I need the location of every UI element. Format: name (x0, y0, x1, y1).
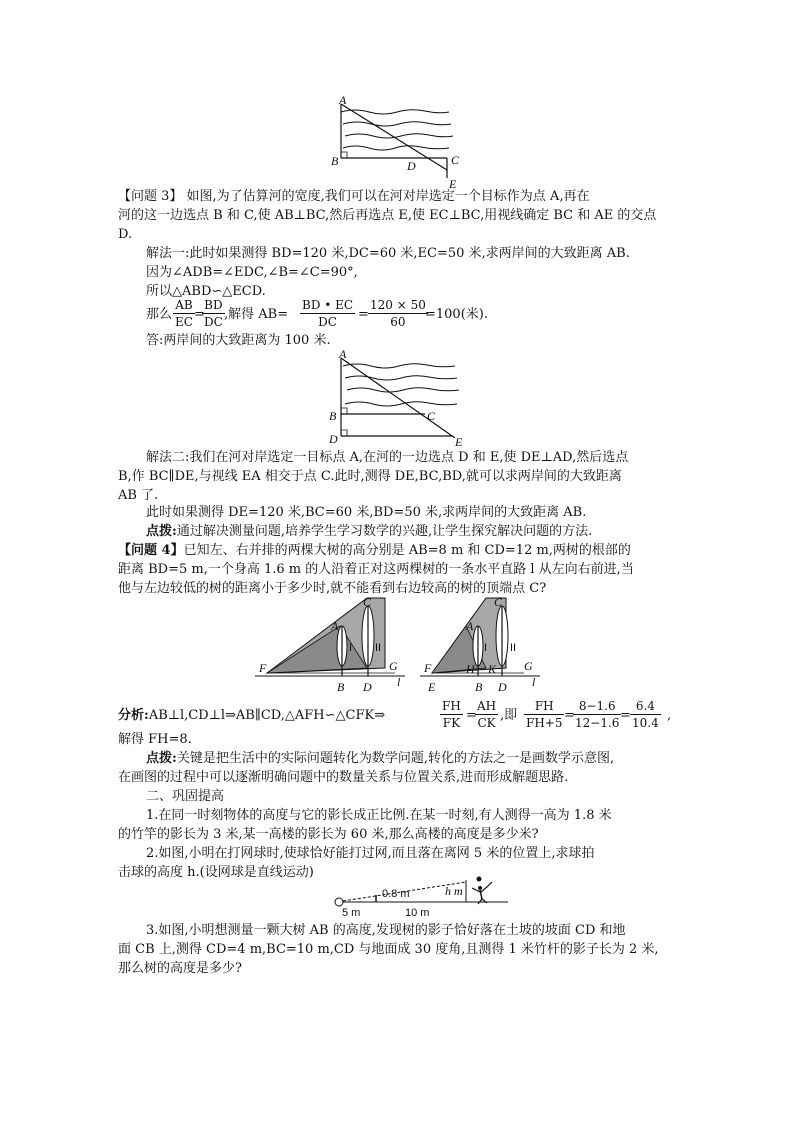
tip-3: 点拨:通过解决测量问题,培养学生学习数学的兴趣,让学生探究解决问题的方法. (146, 524, 593, 539)
label-C: C (427, 409, 436, 423)
method2-line3: AB 了. (118, 488, 159, 503)
problem4-line1: 【问题 4】已知左、右并排的两棵大树的高分别是 AB=8 m 和 CD=12 m,两树的根部的 (118, 543, 631, 558)
q2-line2: 击球的高度 h.(设网球是直线运动) (118, 865, 314, 880)
method2-line1: 解法二:我们在河对岸选定一目标点 A,在河的一边选点 D 和 E,使 DE⊥AD,然后选点 (146, 450, 629, 465)
label-F: F (259, 661, 267, 675)
label-C: C (363, 596, 372, 609)
eq-sign: = (358, 307, 369, 322)
label-K: K (488, 662, 497, 676)
fraction-numbers: $\frac{120 \times 50}{60}$ (370, 298, 426, 329)
problem3-line1: 【问题 3】 如图,为了估算河的宽度,我们可以在河对岸选定一个目标作为点 A,再在 (118, 189, 590, 204)
fraction-bdec-dc: $\frac{BD • EC}{DC}$ (302, 298, 354, 329)
q1-line2: 的竹竿的影长为 3 米,某一高楼的影长为 60 米,那么高楼的高度是多少米? (118, 827, 539, 842)
eq-sign: = (466, 708, 477, 723)
label-G: G (524, 659, 533, 673)
fraction-ab-ec: $\frac{AB}{EC}$ (175, 298, 193, 329)
label-D: D (498, 680, 507, 694)
label-A: A (331, 619, 339, 633)
problem4-line3: 他与左边较低的树的距离小于多少时,就不能看到右边较高的树的顶端点 C? (118, 581, 547, 596)
solve-line: 解得 FH=8. (118, 732, 192, 747)
fraction-ah-ck: $\frac{AH}{CK}$ (477, 699, 497, 730)
label-F: F (424, 661, 432, 675)
section2-title: 二、巩固提高 (146, 789, 225, 804)
label-A: A (466, 619, 474, 633)
label-D: D (329, 432, 338, 446)
eq-sign: = (620, 708, 631, 723)
label-I: I (349, 642, 353, 654)
fraction-fh-fh5: $\frac{FH}{FH+5}$ (526, 699, 563, 730)
method1-line2: 因为∠ADB=∠EDC,∠B=∠C=90°, (146, 265, 358, 280)
label-C: C (494, 596, 503, 609)
q3-line3: 那么树的高度是多少? (118, 961, 242, 976)
tip-4-line1: 点拨:关键是把生活中的实际问题转化为数学问题,转化的方法之一是画数学示意图, (146, 751, 615, 766)
label-A: A (339, 93, 347, 107)
label-net-height: 0.8 m (382, 888, 410, 900)
label-l: l (532, 675, 536, 689)
problem3-line3: D. (118, 227, 133, 242)
method2-line2: B,作 BC∥DE,与视线 EA 相交于点 C.此时,测得 DE,BC,BD,就可以求两岸间的大致距离 (118, 469, 622, 484)
label-H: H (466, 662, 475, 676)
q2-line1: 2.如图,小明在打网球时,使球恰好能打过网,而且落在离网 5 米的位置上,求球拍 (146, 846, 595, 861)
method1-line1: 解法一:此时如果测得 BD=120 米,DC=60 米,EC=50 米,求两岸间的大致距离 AB. (146, 246, 630, 261)
eq-sign: = (564, 708, 575, 723)
label-E: E (455, 435, 463, 448)
problem3-line2: 河的这一边选点 B 和 C,使 AB⊥BC,然后再选点 E,使 EC⊥BC,用视线确定 BC 和 AE 的交点 (118, 208, 657, 223)
eq-result: =100(米). (425, 307, 488, 322)
fraction-num-2: $\frac{6.4}{10.4}$ (632, 699, 659, 730)
problem4-line2: 距离 BD=5 m,一个身高 1.6 m 的人沿着正对这两棵树的一条水平直路 l 从左向右前进,当 (118, 562, 634, 577)
label-I: I (484, 642, 488, 654)
label-l: l (397, 675, 401, 689)
label-B: B (337, 680, 345, 694)
label-10m: 10 m (405, 907, 430, 919)
q3-line2: 面 CB 上,测得 CD=4 m,BC=10 m,CD 与地面成 30 度角,且测得 1 米竹杆的影子长为 2 米, (118, 942, 659, 957)
fraction-bd-dc: $\frac{BD}{DC}$ (204, 298, 223, 329)
label-B: B (329, 409, 337, 423)
fraction-fh-fk: $\frac{FH}{FK}$ (442, 699, 461, 730)
comma: , (667, 708, 672, 723)
label-II: II (375, 642, 382, 654)
label-G: G (389, 659, 398, 673)
answer-line: 答:两岸间的大致距离为 100 米. (146, 333, 331, 348)
trees-figure-left (255, 596, 405, 694)
label-A: A (339, 348, 347, 361)
q1-line1: 1.在同一时刻物体的高度与它的影长成正比例.在某一时刻,有人测得一高为 1.8 米 (146, 808, 612, 823)
tennis-figure (330, 872, 520, 922)
eq-prefix: 那么 (146, 307, 173, 322)
tip-4-line2: 在画图的过程中可以逐渐明确问题中的数量关系与位置关系,进而形成解题思路. (118, 770, 569, 785)
label-h: h m (445, 884, 463, 898)
eq-mid: ,解得 AB= (224, 307, 289, 322)
label-E: E (428, 680, 436, 694)
method1-line3: 所以△ABD∽△ECD. (146, 284, 266, 299)
label-D: D (363, 680, 372, 694)
river-figure-2 (325, 348, 475, 448)
q3-line1: 3.如图,小明想测量一颗大树 AB 的高度,发现树的影子恰好落在土坡的坡面 CD 和地 (146, 923, 626, 938)
label-II: II (510, 642, 517, 654)
label-C: C (451, 153, 460, 167)
label-B: B (475, 680, 483, 694)
fraction-num-1: $\frac{8-1.6}{12-1.6}$ (575, 699, 620, 730)
label-B: B (331, 154, 339, 168)
eq-sign: = (194, 307, 205, 322)
label-E: E (449, 177, 457, 190)
label-D: D (407, 159, 416, 173)
label-5m: 5 m (342, 907, 361, 919)
method2-line4: 此时如果测得 DE=120 米,BC=60 米,BD=50 米,求两岸间的大致距离 AB. (146, 505, 587, 520)
river-figure-1 (325, 90, 465, 190)
analysis-line: 分析:AB⊥l,CD⊥l⇒AB∥CD,△AFH∽△CFK⇒ (118, 708, 386, 723)
trees-figure-right (420, 596, 550, 694)
analysis-mid: ,即 (500, 708, 518, 723)
